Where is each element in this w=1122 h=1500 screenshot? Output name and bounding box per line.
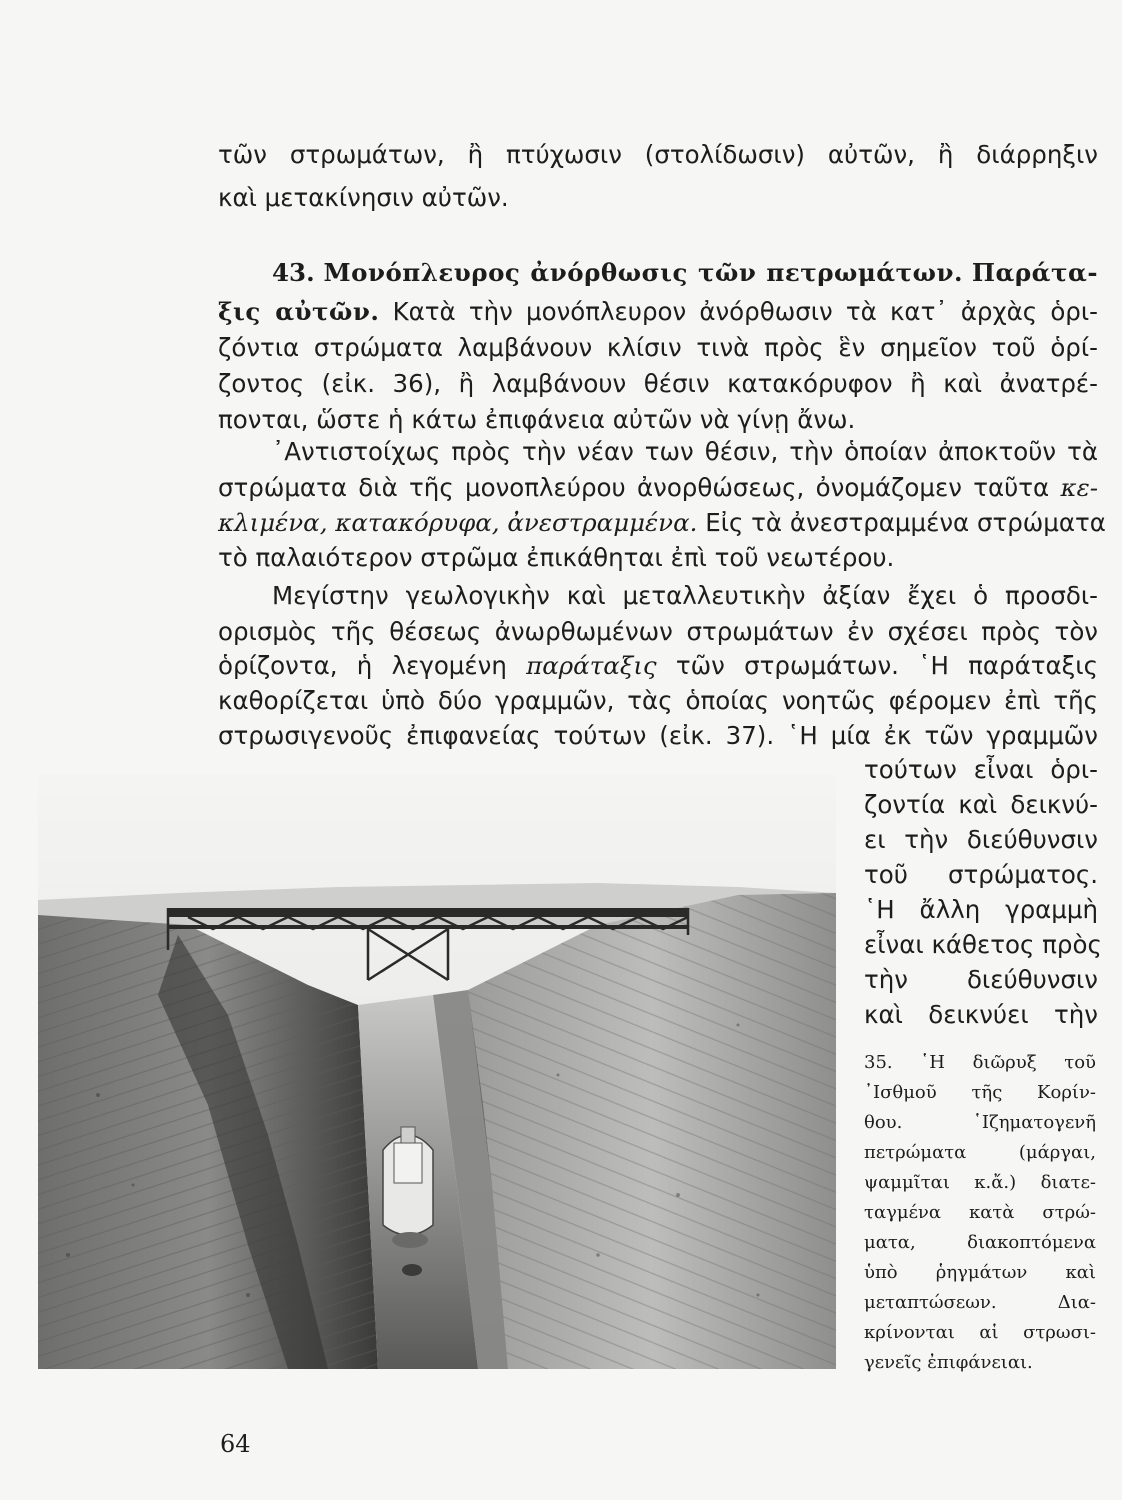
side-line-4: τοῦ στρώματος. bbox=[864, 860, 1098, 889]
para3-line-2: ορισμὸς τῆς θέσεως ἀνωρθωμένων στρωμάτων ἐν σχέσει πρὸς τὸν bbox=[218, 617, 1098, 646]
side-line-5: ῾Η ἄλλη γραμμὴ bbox=[864, 895, 1098, 924]
caption-line-4: πετρώματα (μάργαι, bbox=[864, 1142, 1096, 1163]
caption-line-5: ψαμμῖται κ.ἄ.) διατε- bbox=[864, 1172, 1096, 1193]
para3-line-3-b: τῶν στρωμάτων. ῾Η παράταξις bbox=[675, 651, 1098, 680]
para3-line-4: καθορίζεται ὑπὸ δύο γραμμῶν, τὰς ὁποίας νοητῶς φέρομεν ἐπὶ τῆς bbox=[218, 686, 1098, 715]
side-line-2: ζοντία καὶ δεικνύ- bbox=[864, 790, 1098, 819]
caption-line-1: 35. ῾Η διῶρυξ τοῦ bbox=[864, 1052, 1096, 1073]
side-line-3: ει τὴν διεύθυνσιν bbox=[864, 825, 1098, 854]
para2-line-3-text: Εἰς τὰ ἀνεστραμμένα στρώματα bbox=[705, 508, 1106, 537]
section-line-3: ζοντος (εἰκ. 36), ἢ λαμβάνουν θέσιν κατακόρυφον ἢ καὶ ἀνατρέ- bbox=[218, 369, 1098, 398]
para2-line-2-text: στρώματα διὰ τῆς μονοπλεύρου ἀνορθώσεως, ὀνομάζομεν ταῦτα bbox=[218, 473, 1050, 502]
para2-line-3 bbox=[218, 505, 1106, 541]
page-number: 64 bbox=[220, 1430, 251, 1458]
section-line-1 bbox=[218, 294, 1098, 330]
term-kekl: κε- bbox=[1060, 473, 1098, 502]
section-line-4: πονται, ὥστε ἡ κάτω ἐπιφάνεια αὐτῶν νὰ γίνῃ ἄνω. bbox=[218, 405, 856, 434]
para2-line-4: τὸ παλαιότερον στρῶμα ἐπικάθηται ἐπὶ τοῦ νεωτέρου. bbox=[218, 543, 895, 572]
section-title-subject: Παράτα- bbox=[971, 258, 1098, 287]
section-heading bbox=[272, 255, 1098, 291]
side-line-7: τὴν διεύθυνσιν bbox=[864, 965, 1098, 994]
terms-italic: κλιμένα, κατακόρυφα, ἀνεστραμμένα. bbox=[218, 508, 698, 537]
para3-line-1: Μεγίστην γεωλογικὴν καὶ μεταλλευτικὴν ἀξίαν ἔχει ὁ προσδι- bbox=[272, 581, 1098, 610]
caption-line-6: ταγμένα κατὰ στρώ- bbox=[864, 1202, 1096, 1223]
caption-line-2: ᾿Ισθμοῦ τῆς Κορίν- bbox=[864, 1082, 1096, 1103]
section-line-2: ζόντια στρώματα λαμβάνουν κλίσιν τινὰ πρὸς ἓν σημεῖον τοῦ ὁρί- bbox=[218, 333, 1098, 362]
intro-line-1: τῶν στρωμάτων, ἢ πτύχωσιν (στολίδωσιν) αὐτῶν, ἢ διάρρηξιν bbox=[218, 140, 1098, 169]
section-title: Μονόπλευρος ἀνόρθωσις τῶν πετρωμάτων. bbox=[323, 258, 963, 287]
intro-line-2: καὶ μετακίνησιν αὐτῶν. bbox=[218, 183, 509, 212]
corinth-canal-photo bbox=[38, 775, 836, 1369]
para3-line-3-a: ὁρίζοντα, ἡ λεγομένη bbox=[218, 651, 507, 680]
side-line-1: τούτων εἶναι ὁρι- bbox=[864, 755, 1098, 784]
caption-line-11: γενεῖς ἐπιφάνειαι. bbox=[864, 1352, 1033, 1373]
para2-line-2 bbox=[218, 470, 1098, 506]
para3-line-3 bbox=[218, 648, 1098, 684]
caption-line-9: μεταπτώσεων. Δια- bbox=[864, 1292, 1096, 1313]
section-line-1-text: Κατὰ τὴν μονόπλευρον ἀνόρθωσιν τὰ κατ᾽ ἀρχὰς ὁρι- bbox=[392, 297, 1098, 326]
para2-line-1: ᾿Αντιστοίχως πρὸς τὴν νέαν των θέσιν, τὴν ὁποίαν ἀποκτοῦν τὰ bbox=[272, 437, 1098, 466]
side-line-6: εἶναι κάθετος πρὸς bbox=[864, 930, 1102, 959]
term-parataxis: παράταξις bbox=[526, 651, 657, 680]
para3-line-5: στρωσιγενοῦς ἐπιφανείας τούτων (εἰκ. 37). ῾Η μία ἐκ τῶν γραμμῶν bbox=[218, 721, 1098, 750]
caption-line-3: θου. ῾Ιζηματογενῆ bbox=[864, 1112, 1096, 1133]
section-number: 43. bbox=[272, 258, 315, 287]
caption-line-8: ὑπὸ ῥηγμάτων καὶ bbox=[864, 1262, 1096, 1283]
caption-line-10: κρίνονται αἱ στρωσι- bbox=[864, 1322, 1096, 1343]
caption-line-7: ματα, διακοπτόμενα bbox=[864, 1232, 1096, 1253]
side-line-8: καὶ δεικνύει τὴν bbox=[864, 1000, 1098, 1029]
section-title-subject-end: ξις αὐτῶν. bbox=[218, 297, 380, 326]
